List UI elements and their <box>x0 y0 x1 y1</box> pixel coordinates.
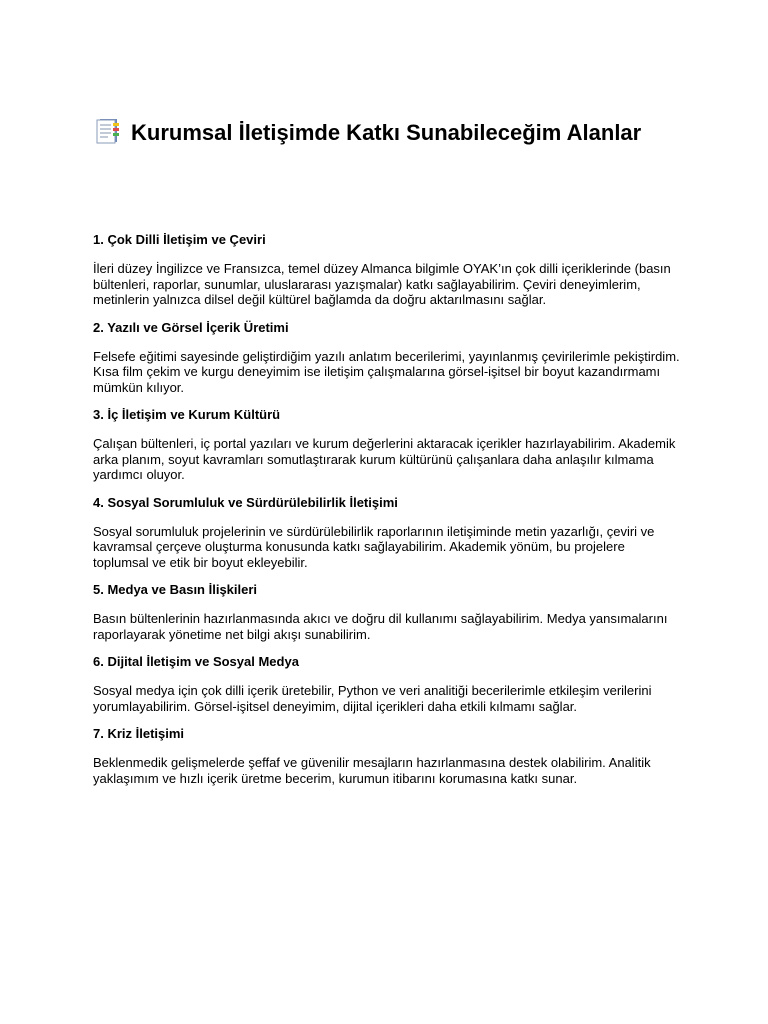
section-heading: 5. Medya ve Basın İlişkileri <box>93 582 258 597</box>
section-heading: 1. Çok Dilli İletişim ve Çeviri <box>93 232 266 247</box>
section-crisis-communication <box>93 726 683 786</box>
section-digital-communication <box>93 654 683 714</box>
section-content-production <box>93 320 683 396</box>
document-title-text: Kurumsal İletişimde Katkı Sunabileceğim Alanlar <box>131 120 642 145</box>
section-heading: 4. Sosyal Sorumluluk ve Sürdürülebilirlik İletişimi <box>93 494 398 510</box>
section-heading: 6. Dijital İletişim ve Sosyal Medya <box>93 654 299 669</box>
section-body: Çalışan bültenleri, iç portal yazıları ve kurum değerlerini aktaracak içerikler hazırlayabilirim. Akademik arka planım, soyut kavramları somutlaştırarak kurum kültürünü çalışanlara daha anlaşılır kılmama yardımcı oluyor. <box>93 436 676 482</box>
section-heading: 7. Kriz İletişimi <box>93 726 185 741</box>
document-title <box>93 116 683 156</box>
section-heading: 2. Yazılı ve Görsel İçerik Üretimi <box>93 319 289 335</box>
section-body: İleri düzey İngilizce ve Fransızca, temel düzey Almanca bilgimle OYAK’ın çok dilli içeriklerinde (basın bültenleri, raporlar, sunumlar, uluslararası yazışmalar) katkı sağlayabilirim. Çeviri deneyimlerim, metinlerin yalnızca dilsel değil kültürel bağlamda da doğru aktarılmasını sağlar. <box>93 261 671 307</box>
bookmark-tabs-icon <box>93 116 123 156</box>
section-media-relations <box>93 582 683 642</box>
section-body: Beklenmedik gelişmelerde şeffaf ve güvenilir mesajların hazırlanmasına destek olabilirim. Analitik yaklaşımım ve hızlı içerik üretme becerim, kurumun itibarını korumasına katkı sunar. <box>93 755 651 786</box>
section-body: Sosyal medya için çok dilli içerik üretebilir, Python ve veri analitiği becerilerimle etkileşim verilerini yorumlayabilirim. Görsel-işitsel deneyimim, dijital içerikleri daha etkili kılmamı sağlar. <box>93 683 652 714</box>
section-social-responsibility <box>93 495 683 571</box>
section-internal-communication <box>93 407 683 483</box>
section-body: Basın bültenlerinin hazırlanmasında akıcı ve doğru dil kullanımı sağlayabilirim. Medya yansımalarını raporlayarak yönetime net bilgi akışı sunabilirim. <box>93 611 668 642</box>
document-content <box>93 116 683 798</box>
section-multilingual <box>93 232 683 308</box>
section-body: Sosyal sorumluluk projelerinin ve sürdürülebilirlik raporlarının iletişiminde metin yazarlığı, çeviri ve kavramsal çerçeve oluşturma konusunda katkı sağlayabilirim. Akademik yönüm, bu projelere toplumsal ve etik bir boyut ekleyebilir. <box>93 523 655 570</box>
section-heading: 3. İç İletişim ve Kurum Kültürü <box>93 407 281 422</box>
sections-list <box>93 232 683 786</box>
section-body: Felsefe eğitimi sayesinde geliştirdiğim yazılı anlatım becerilerimi, yayınlanmış çevirilerimle pekiştirdim. Kısa film çekim ve kurgu deneyimim ise iletişim çalışmalarına görsel-işitsel bir boyut kazandırmamı mümkün kılıyor. <box>93 348 680 395</box>
